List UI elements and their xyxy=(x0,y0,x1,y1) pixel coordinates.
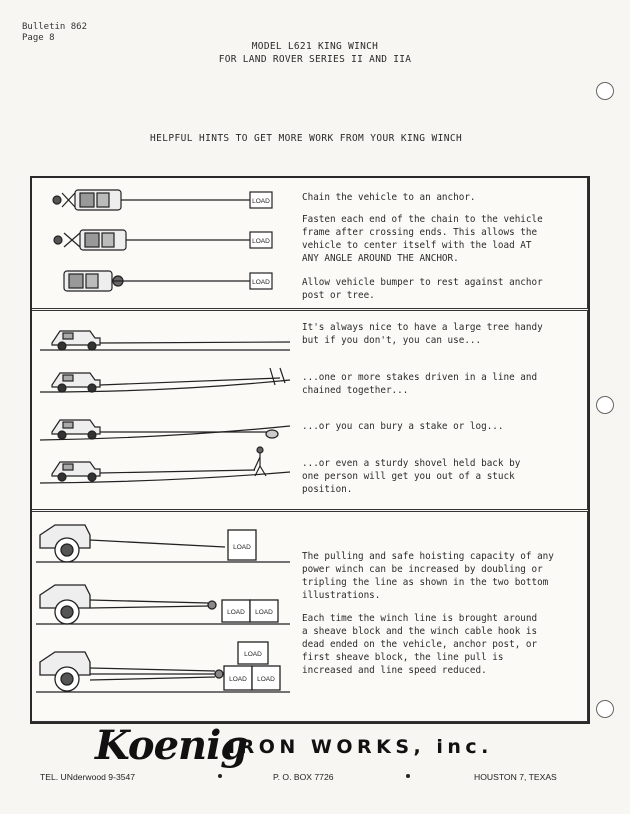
load-label: LOAD xyxy=(244,651,262,658)
panel3-para1-line-2: power winch can be increased by doubling or xyxy=(302,564,543,575)
header-model: MODEL L621 KING WINCH xyxy=(251,41,379,52)
load-label: LOAD xyxy=(252,279,270,286)
page-number: Page 8 xyxy=(22,33,55,43)
load-label: LOAD xyxy=(229,676,247,683)
panel2-tip3-line-1: ...or you can bury a stake or log... xyxy=(302,421,504,432)
panel3-para2-line-3: dead ended on the vehicle, anchor post, or xyxy=(302,639,538,650)
vehicle-top-view-3 xyxy=(64,271,250,291)
logo-script: Koenig xyxy=(95,722,248,769)
panel1-line-1: Chain the vehicle to an anchor. xyxy=(302,192,476,203)
separator-dot xyxy=(218,774,222,778)
vehicle-side-view-2 xyxy=(40,368,290,392)
load-label: LOAD xyxy=(227,609,245,616)
phone-number: TEL. UNderwood 9-3547 xyxy=(40,772,136,782)
vehicle-side-view-3 xyxy=(40,420,290,440)
load-label: LOAD xyxy=(255,609,273,616)
po-box: P. O. BOX 7726 xyxy=(273,772,334,782)
company-name: IRON WORKS, inc. xyxy=(228,736,493,758)
bulletin-number: Bulletin 862 xyxy=(22,22,88,32)
vehicle-side-view-1 xyxy=(40,331,290,350)
panel3-para1-line-4: illustrations. xyxy=(302,590,381,601)
panel3-para2-line-4: first sheave block, the line pull is xyxy=(302,652,504,663)
panel3-para2-line-2: a sheave block and the winch cable hook is xyxy=(302,626,538,637)
load-label: LOAD xyxy=(233,544,251,551)
panel2-tip2-line-2: chained together... xyxy=(302,385,409,396)
load-label: LOAD xyxy=(252,238,270,245)
load-label: LOAD xyxy=(252,198,270,205)
load-label: LOAD xyxy=(257,676,275,683)
city-address: HOUSTON 7, TEXAS xyxy=(474,772,557,782)
separator-dot xyxy=(406,774,410,778)
header-vehicle: FOR LAND ROVER SERIES II AND IIA xyxy=(218,54,412,65)
panel2-tip4-line-1: ...or even a sturdy shovel held back by xyxy=(302,458,521,469)
panel1-line-7: post or tree. xyxy=(302,290,375,301)
panel2-tip4-line-2: one person will get you out of a stuck xyxy=(302,471,515,482)
panel2-tip2-line-1: ...one or more stakes driven in a line and xyxy=(302,372,538,383)
panel1-line-3: frame after crossing ends. This allows the xyxy=(302,227,538,238)
panel3-para2-line-1: Each time the winch line is brought around xyxy=(302,613,538,624)
vehicle-top-view-2 xyxy=(54,230,250,250)
panel3-para2-line-5: increased and line speed reduced. xyxy=(302,665,487,676)
panel3-para1-line-3: tripling the line as shown in the two bottom xyxy=(302,577,549,588)
hints-title: HELPFUL HINTS TO GET MORE WORK FROM YOUR KING WINCH xyxy=(150,133,463,144)
vehicle-top-view-1 xyxy=(53,190,250,210)
panel2-tip4-line-3: position. xyxy=(302,484,353,495)
panel1-line-6: Allow vehicle bumper to rest against anchor xyxy=(302,277,543,288)
company-logo xyxy=(95,722,595,772)
panel3-para1-line-1: The pulling and safe hoisting capacity of any xyxy=(302,551,554,562)
panel2-tip1-line-2: but if you don't, you can use... xyxy=(302,335,482,346)
panel1-line-5: ANY ANGLE AROUND THE ANCHOR. xyxy=(302,253,459,264)
panel1-line-4: vehicle to center itself with the load AT xyxy=(302,240,532,251)
panel1-line-2: Fasten each end of the chain to the vehicle xyxy=(302,214,543,225)
vehicle-side-view-4 xyxy=(40,447,290,483)
panel2-tip1-line-1: It's always nice to have a large tree handy xyxy=(302,322,543,333)
